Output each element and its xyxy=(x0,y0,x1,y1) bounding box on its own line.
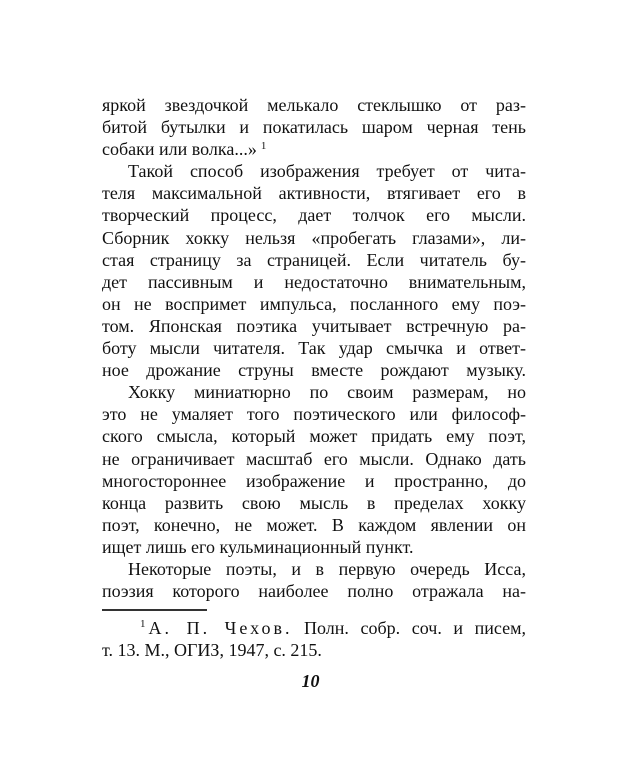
text-line: конца развить свою мысль в пределах хокку xyxy=(102,492,526,513)
text-line: это не умаляет того поэтического или философ- xyxy=(102,404,526,425)
text-line: ное дрожание струны вместе рождают музыку. xyxy=(102,360,526,381)
text-line: стая страницу за страницей. Если читатель бу- xyxy=(102,249,526,270)
footnote-divider xyxy=(102,609,207,611)
main-text xyxy=(102,94,526,602)
text-line: боту мысли читателя. Так удар смычка и ответ- xyxy=(102,338,526,359)
text-line: Такой способ изображения требует от чита- xyxy=(128,161,526,182)
text-line: творческий процесс, дает толчок его мысли. xyxy=(102,205,526,226)
text-line: он не воспримет импульса, посланного ему поэ- xyxy=(102,293,526,314)
text-line: яркой звездочкой мелькало стеклышко от раз- xyxy=(102,95,526,115)
text-line: ского смысла, который может придать ему поэт, xyxy=(102,426,526,447)
footnote xyxy=(102,617,526,661)
text-line: дет пассивным и недостаточно внимательным, xyxy=(102,271,526,292)
footnote-author: А. П. Чехов. xyxy=(148,618,293,638)
text-line: ищет лишь его кульминационный пункт. xyxy=(102,536,414,557)
footnote-line xyxy=(102,617,526,639)
footnote-source: Полн. собр. соч. и писем, xyxy=(304,618,527,638)
text-line: битой бутылки и покатилась шаром черная тень xyxy=(102,117,526,138)
footnote-reference: 1 xyxy=(260,140,267,153)
text-line: поэзия которого наиболее полно отражала на- xyxy=(102,581,526,602)
footnote-marker: 1 xyxy=(140,618,146,630)
page-number: 10 xyxy=(301,671,320,691)
text-line: теля максимальной активности, втягивает его в xyxy=(102,183,526,204)
text-line: не ограничивает масштаб его мысли. Однако дать xyxy=(102,448,526,469)
text-line-content: собаки или волка...» xyxy=(102,139,257,160)
text-line xyxy=(102,138,526,160)
text-line: том. Японская поэтика учитывает встречную ра- xyxy=(102,315,526,336)
footnote-line: т. 13. М., ОГИЗ, 1947, с. 215. xyxy=(102,640,322,660)
text-line: Некоторые поэты, и в первую очередь Исса, xyxy=(128,558,526,579)
text-line: Хокку миниатюрно по своим размерам, но xyxy=(128,382,526,403)
text-line: поэт, конечно, не может. В каждом явлении он xyxy=(102,514,526,535)
text-line: многостороннее изображение и пространно, до xyxy=(102,470,526,491)
text-line: Сборник хокку нельзя «пробегать глазами», ли- xyxy=(102,227,526,248)
